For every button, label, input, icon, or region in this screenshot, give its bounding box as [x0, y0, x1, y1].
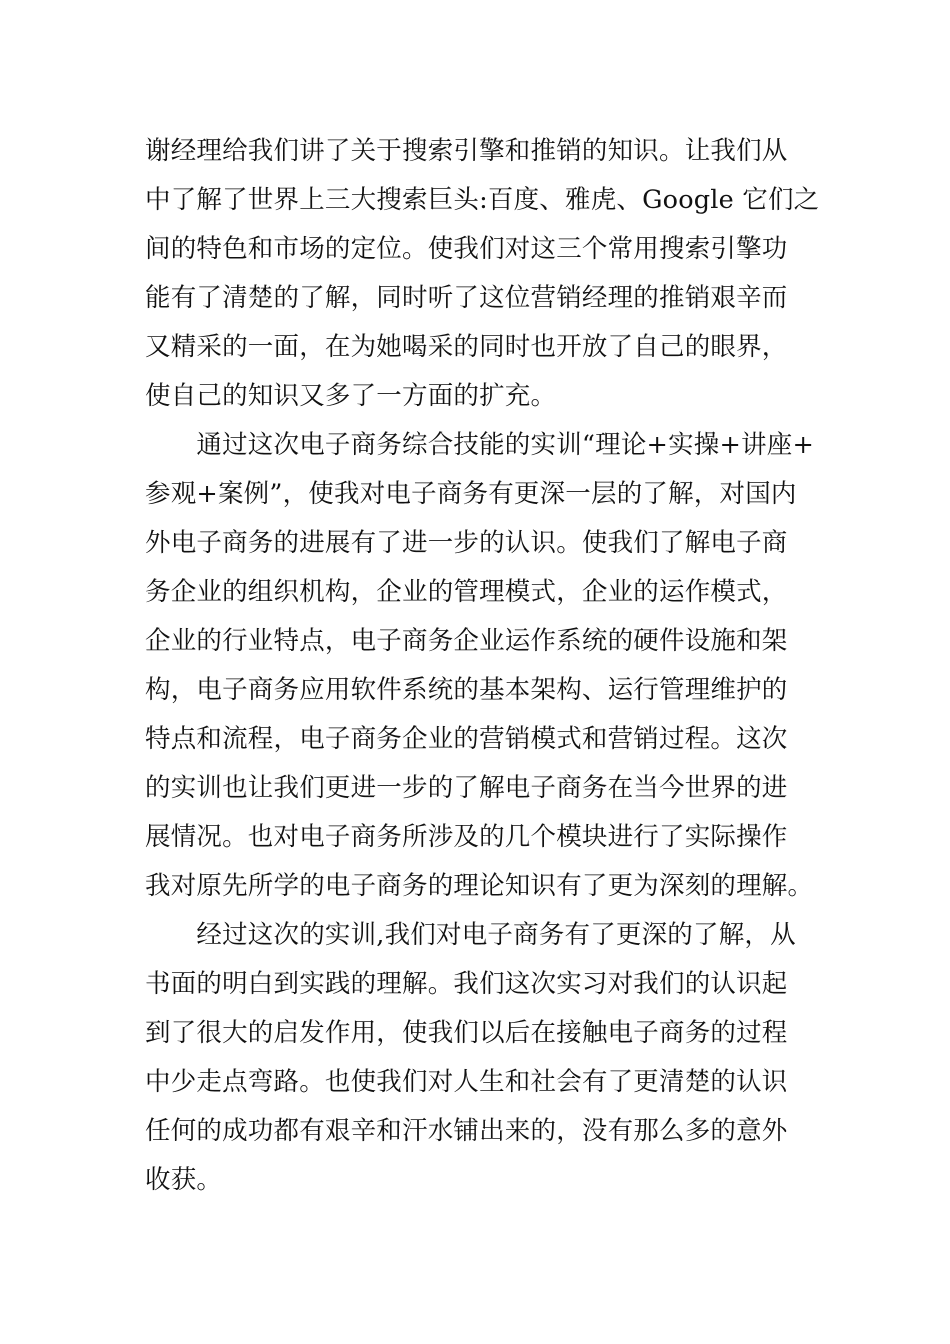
text-line: 外电子商务的进展有了进一步的认识。使我们了解电子商 — [145, 528, 788, 558]
text-line: 任何的成功都有艰辛和汗水铺出来的，没有那么多的意外 — [145, 1116, 788, 1146]
paragraph-2 — [145, 421, 815, 911]
text-line: 经过这次的实训,我们对电子商务有了更深的了解，从 — [145, 920, 796, 950]
text-line: 参观+案例”，使我对电子商务有更深一层的了解，对国内 — [145, 479, 797, 509]
text-line: 的实训也让我们更进一步的了解电子商务在当今世界的进 — [145, 773, 788, 803]
text-line: 能有了清楚的了解，同时听了这位营销经理的推销艰辛而 — [145, 283, 788, 313]
text-line: 我对原先所学的电子商务的理论知识有了更为深刻的理解。 — [145, 871, 814, 901]
text-line: 特点和流程，电子商务企业的营销模式和营销过程。这次 — [145, 724, 788, 754]
text-line: 到了很大的启发作用，使我们以后在接触电子商务的过程 — [145, 1018, 788, 1048]
paragraph-3 — [145, 911, 815, 1205]
text-line: 谢经理给我们讲了关于搜索引擎和推销的知识。让我们从 — [145, 136, 788, 166]
text-line: 构，电子商务应用软件系统的基本架构、运行管理维护的 — [145, 675, 788, 705]
text-line: 使自己的知识又多了一方面的扩充。 — [145, 381, 557, 411]
text-line: 收获。 — [145, 1165, 223, 1195]
text-line: 通过这次电子商务综合技能的实训“理论+实操+讲座+ — [145, 430, 815, 460]
text-line: 务企业的组织机构，企业的管理模式，企业的运作模式， — [145, 577, 788, 607]
text-line: 展情况。也对电子商务所涉及的几个模块进行了实际操作 — [145, 822, 788, 852]
paragraph-1 — [145, 127, 820, 421]
text-line: 企业的行业特点，电子商务企业运作系统的硬件设施和架 — [145, 626, 788, 656]
text-line: 中了解了世界上三大搜索巨头:百度、雅虎、Google 它们之 — [145, 185, 820, 215]
text-line: 书面的明白到实践的理解。我们这次实习对我们的认识起 — [145, 969, 788, 999]
text-line: 中少走点弯路。也使我们对人生和社会有了更清楚的认识 — [145, 1067, 788, 1097]
text-line: 间的特色和市场的定位。使我们对这三个常用搜索引擎功 — [145, 234, 788, 264]
document-body — [145, 127, 820, 1205]
text-line: 又精采的一面，在为她喝采的同时也开放了自己的眼界， — [145, 332, 788, 362]
